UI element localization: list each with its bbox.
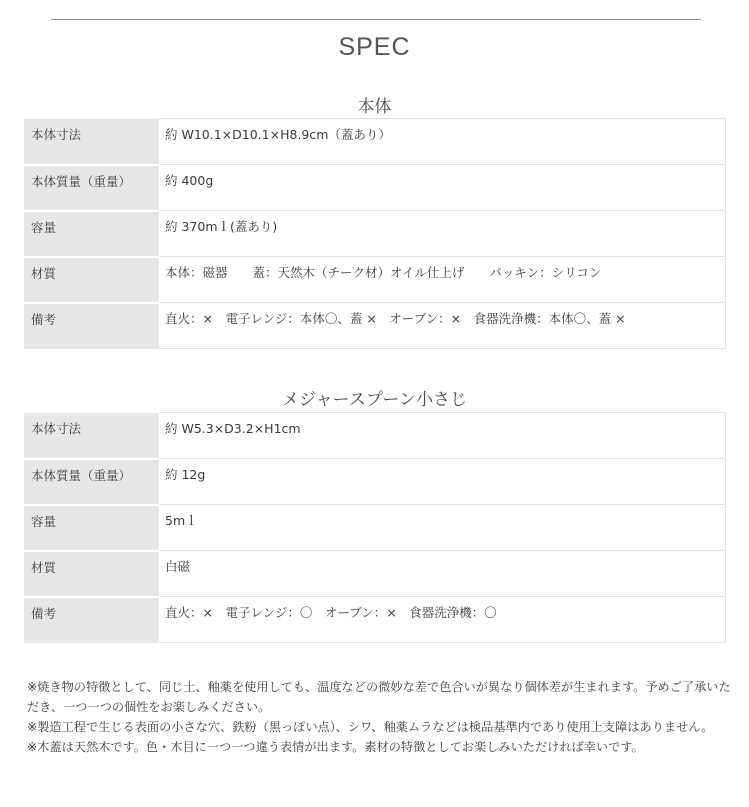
- table-row: [24, 257, 726, 303]
- row-label: 本体質量（重量）: [24, 459, 159, 505]
- table-row: [24, 303, 726, 349]
- row-label: 容量: [24, 505, 159, 551]
- row-label: 容量: [24, 211, 159, 257]
- row-value: 本体：磁器 蓋：天然木（チーク材）オイル仕上げ パッキン：シリコン: [159, 257, 726, 303]
- row-value: 約 W5.3×D3.2×H1cm: [159, 413, 726, 459]
- top-divider: [51, 19, 701, 20]
- row-label: 備考: [24, 303, 159, 349]
- row-label: 本体寸法: [24, 119, 159, 165]
- page-title: SPEC: [338, 33, 411, 61]
- row-value: 直火：× 電子レンジ：〇 オーブン：× 食器洗浄機：〇: [159, 597, 726, 643]
- table-row: [24, 211, 726, 257]
- note-text: ※製造工程で生じる表面の小さな穴、鉄粉（黒っぽい点）、シワ、釉薬ムラなどは検品基準内であり使用上支障はありません。: [27, 720, 714, 734]
- section-title-spoon: メジャースプーン小さじ: [282, 390, 467, 410]
- row-value: 約 12g: [159, 459, 726, 505]
- note-text: ※焼き物の特徴として、同じ土、釉薬を使用しても、温度などの微妙な差で色合いが異なり個体差が生まれます。予めご了承いただき、一つ一つの個性をお楽しみください。: [27, 680, 731, 714]
- row-label: 本体寸法: [24, 413, 159, 459]
- table-row: [24, 413, 726, 459]
- table-row: [24, 597, 726, 643]
- table-row: [24, 165, 726, 211]
- row-label: 材質: [24, 551, 159, 597]
- table-row: [24, 551, 726, 597]
- row-label: 備考: [24, 597, 159, 643]
- table-row: [24, 505, 726, 551]
- spec-table-spoon: [24, 412, 726, 643]
- spec-table-body: [24, 118, 726, 349]
- row-value: 直火：× 電子レンジ：本体〇、蓋 × オーブン：× 食器洗浄機：本体〇、蓋 ×: [159, 303, 726, 349]
- row-label: 材質: [24, 257, 159, 303]
- notes: [27, 677, 732, 757]
- table-row: [24, 119, 726, 165]
- note-text: ※木蓋は天然木です。色・木目に一つ一つ違う表情が出ます。素材の特徴としてお楽しみいただければ幸いです。: [27, 740, 644, 754]
- table-row: [24, 459, 726, 505]
- row-value: 約 370mｌ(蓋あり): [159, 211, 726, 257]
- row-label: 本体質量（重量）: [24, 165, 159, 211]
- row-value: 約 400g: [159, 165, 726, 211]
- row-value: 5mｌ: [159, 505, 726, 551]
- section-title-body: 本体: [357, 97, 392, 117]
- row-value: 約 W10.1×D10.1×H8.9cm（蓋あり）: [159, 119, 726, 165]
- row-value: 白磁: [159, 551, 726, 597]
